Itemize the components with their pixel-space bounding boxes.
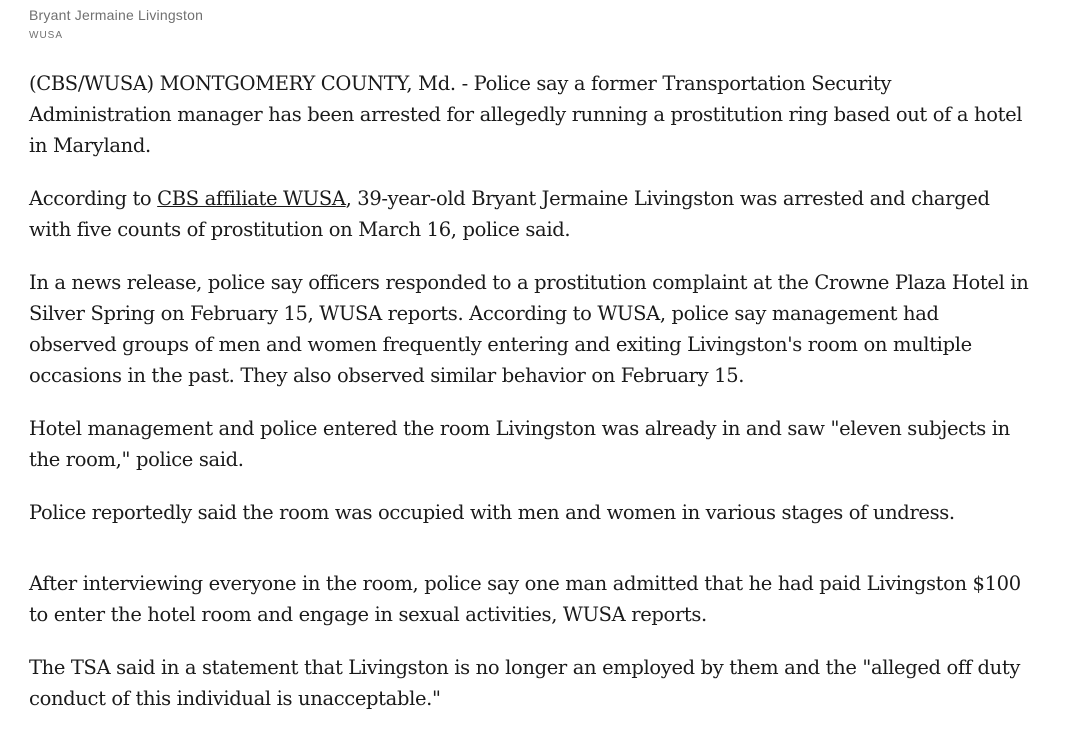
byline (29, 6, 203, 43)
article-paragraph-6: After interviewing everyone in the room, police say one man admitted that he had paid Livingston $100 to enter the hotel room and engage in sexual activities, WUSA reports. (29, 572, 1021, 626)
wusa-affiliate-link[interactable]: CBS affiliate WUSA (157, 187, 346, 210)
paragraph-2-lead: According to (29, 187, 158, 210)
article-paragraph-1: (CBS/WUSA) MONTGOMERY COUNTY, Md. - Police say a former Transportation Security Administration manager has been arrested for allegedly running a prostitution ring based out of a hotel in Maryland. (29, 72, 1023, 157)
article-body (29, 68, 1029, 736)
byline-source: WUSA (29, 30, 63, 41)
article-paragraph-3: In a news release, police say officers responded to a prostitution complaint at the Crowne Plaza Hotel in Silver Spring on February 15, WUSA reports. According to WUSA, police say management had observed groups of men and women frequently entering and exiting Livingston's room on multiple occasions in the past. They also observed similar behavior on February 15. (29, 271, 1029, 387)
article-paragraph-7: The TSA said in a statement that Livingston is no longer an employed by them and the "alleged off duty conduct of this individual is unacceptable." (29, 656, 1020, 710)
article-paragraph-4: Hotel management and police entered the room Livingston was already in and saw "eleven subjects in the room," police said. (29, 417, 1010, 471)
article-paragraph-2 (29, 183, 1029, 245)
paragraph-2-rest: , 39-year-old Bryant Jermaine Livingston was arrested and charged with five counts of prostitution on March 16, police said. (29, 187, 990, 241)
article-paragraph-5: Police reportedly said the room was occupied with men and women in various stages of undress. (29, 501, 955, 524)
byline-author: Bryant Jermaine Livingston (29, 7, 204, 23)
